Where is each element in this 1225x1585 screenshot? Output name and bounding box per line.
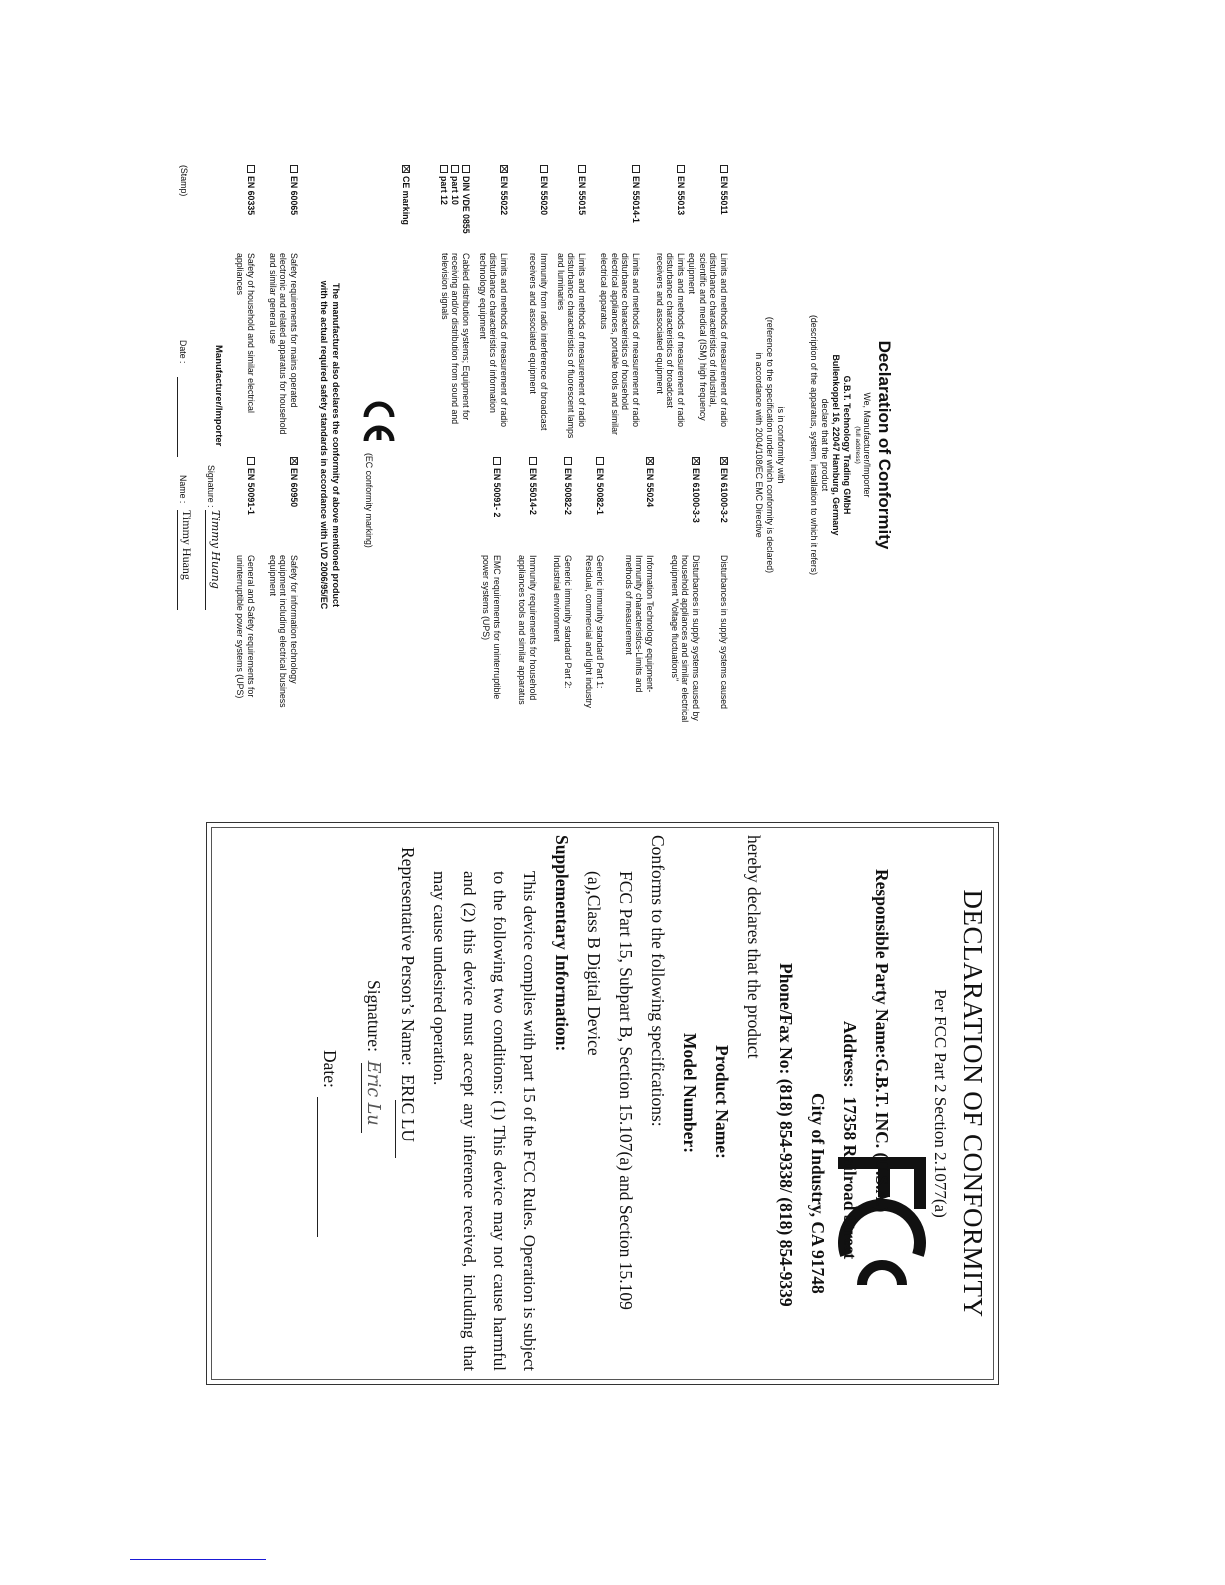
checkbox-icon xyxy=(529,457,537,465)
ec-declaration: Declaration of Conformity We, Manufacturer/Importer (full address) G.B.T. Technology Trading GMbH Bullenkoppel 16, 22047 Hamburg, Germany declare that the product (description of the apparatus, system, installation to which it refers) is in conformity with (reference to the specification under which conformity is declared) in accordance with 2004/108/EC EMC Directive EN 55011 Limits and methods of measurement of radio disturbance characteristics of industrial, scientific and medical (ISM) high frequency equipment EN 55013 Limits and methods of measurement of radio disturbance characteristics of broadcast receivers and associated equipment EN 55014-1 Limits and methods of measurement of radio disturbance characteristics of household electrical appliances, portable tools and similar electrical apparatus EN 55015 Limits and methods of measurement of radio disturbance characteristics of fluorescent lamps and luminaries EN 55020 Immunity from radio interference of broadcast receivers and associated equipment EN 55022 Limits and methods of measurement of radio disturbance characteristics of information technology equipment DIN VDE 0855 Cabled distribution systems; Equipment for receiving and/or distribution from sound and television signals part 10 part 12 CE marking EN 60065 Safety requirements for mains operated electronic and related apparatus for household and similar general use EN 60335 Safety of household and similar electrical appliances EN 61000-3-2 Disturbances in supply systems caused EN 61000-3-3 Disturbances in supply systems caused by household appliances and similar electrical equipment "Voltage fluctuations" EN 55024 Information Technology equipment-Immunity characteristics-Limits and methods of measurement EN 50082-1 Generic immunity standard Part 1: Residual, commercial and light industry EN 50082-2 Generic immunity standard Part 2: Industrial environment EN 55014-2 Immunity requirements for household appliances tools and similar apparatus EN 50091- 2 EMC requirements for uninterruptible power systems (UPS) EN 60950 Safety for information technology equipment including electrical business equipment EN 50091-1 General and Safety requirements for uninterruptible power systems (UPS) (EC conformity marking) The manufacturer also declares the conformity of above mentioned product with the actual required safety standards in accordance with LVD 2006/95/EC Manufacturer/Importer Signature : Timmy Huang (Stamp) Date : Name : Timmy Huang xyxy=(174,165,894,725)
fcc-signature-underline xyxy=(361,1063,362,1133)
checkbox-icon xyxy=(440,165,448,173)
lvd-note-line2: with the actual required safety standards in accordance with LVD 2006/95/EC xyxy=(319,280,329,610)
ec-conformity: is in conformity with xyxy=(776,406,786,484)
ec-address: Bullenkoppel 16, 22047 Hamburg, Germany xyxy=(831,354,841,536)
ec-date-label: Date : xyxy=(178,340,188,364)
conforms-text: Conforms to the following specifications: xyxy=(648,835,668,1127)
model-number-label: Model Number: xyxy=(680,1033,700,1154)
checked-checkbox-icon xyxy=(646,457,654,465)
signature-handwriting: Timmy Huang xyxy=(209,510,222,589)
checked-checkbox-icon xyxy=(720,457,728,465)
fcc-declaration xyxy=(215,835,990,1372)
ec-title: Declaration of Conformity xyxy=(875,340,894,550)
fcc-signature-handwriting: Eric Lu xyxy=(363,1060,383,1126)
checkbox-icon xyxy=(564,457,572,465)
phone-label: Phone/Fax No: xyxy=(776,963,796,1075)
address-line2: City of Industry, CA 91748 xyxy=(808,1093,828,1294)
checkbox-icon xyxy=(247,457,255,465)
ce-caption: (EC conformity marking) xyxy=(364,453,374,548)
checked-checkbox-icon xyxy=(500,165,508,173)
ec-declare: declare that the product xyxy=(820,398,830,492)
fcc-date-underline xyxy=(317,1097,318,1237)
rep-value: ERIC LU xyxy=(398,1074,418,1143)
address-label: Address: xyxy=(840,1021,860,1088)
phone-value: (818) 854-9338/ (818) 854-9339 xyxy=(776,1078,796,1307)
name-label: Name : xyxy=(178,475,188,504)
ec-reference-hint: (reference to the specification under which conformity is declared) xyxy=(765,316,775,574)
manufacturer-importer-label: Manufacturer/Importer xyxy=(213,345,224,447)
checkbox-icon xyxy=(540,165,548,173)
address-line1: 17358 Railroad Street xyxy=(840,1096,860,1260)
footer-rule xyxy=(130,1559,266,1560)
checked-checkbox-icon xyxy=(290,457,298,465)
date-line xyxy=(177,377,178,457)
hereby-text: hereby declares that the product xyxy=(744,835,764,1059)
lvd-note-line1: The manufacturer also declares the conformity of above mentioned product xyxy=(331,282,341,608)
rep-underline xyxy=(395,1100,396,1158)
party-value: G.B.T. INC. (U.S.A.) xyxy=(872,1058,892,1213)
supplementary-heading: Supplementary Information: xyxy=(552,835,572,1052)
spec-line2: (a),Class B Digital Device xyxy=(584,871,604,1056)
checkbox-icon xyxy=(462,165,470,173)
signature-label: Signature : xyxy=(206,465,216,508)
ce-mark-icon xyxy=(359,397,396,445)
checkbox-icon xyxy=(451,165,459,173)
fcc-subtitle: Per FCC Part 2 Section 2.1077(a) xyxy=(931,989,950,1218)
name-value: Timmy Huang xyxy=(180,510,194,580)
name-line xyxy=(177,510,178,610)
signature-line xyxy=(205,510,206,610)
spec-line1: FCC Part 15, Subpart B, Section 15.107(a) and Section 15.109 xyxy=(616,871,636,1310)
checked-checkbox-icon xyxy=(692,457,700,465)
checkbox-icon xyxy=(632,165,640,173)
product-name-label: Product Name: xyxy=(712,1045,732,1159)
ec-description-hint: (description of the apparatus, system, installation to which it refers) xyxy=(809,314,819,576)
ec-company: G.B.T. Technology Trading GMbH xyxy=(842,375,852,515)
checkbox-icon xyxy=(596,457,604,465)
stamp-label: (Stamp) xyxy=(179,165,189,197)
supplementary-text: This device complies with part 15 of the FCC Rules. Operation is subject to the following two conditions: (1) This device may not cause harmful and (2) this device must accept any inference received, including that may cause undesired operation. xyxy=(430,871,539,1371)
fcc-signature-label: Signature: xyxy=(364,980,384,1052)
ec-directive: in accordance with 2004/108/EC EMC Directive xyxy=(754,352,764,538)
ec-we: We, Manufacturer/Importer xyxy=(862,392,872,498)
fcc-date-label: Date: xyxy=(320,1050,340,1088)
checked-checkbox-icon xyxy=(402,165,410,173)
party-label: Responsible Party Name: xyxy=(872,869,892,1059)
checkbox-icon xyxy=(720,165,728,173)
checkbox-icon xyxy=(677,165,685,173)
checkbox-icon xyxy=(247,165,255,173)
checkbox-icon xyxy=(290,165,298,173)
checkbox-icon xyxy=(493,457,501,465)
rep-label: Representative Person’s Name: xyxy=(398,847,418,1066)
checkbox-icon xyxy=(578,165,586,173)
fcc-title: DECLARATION OF CONFORMITY xyxy=(958,889,988,1318)
ec-full-address-hint: (full address) xyxy=(854,426,861,464)
